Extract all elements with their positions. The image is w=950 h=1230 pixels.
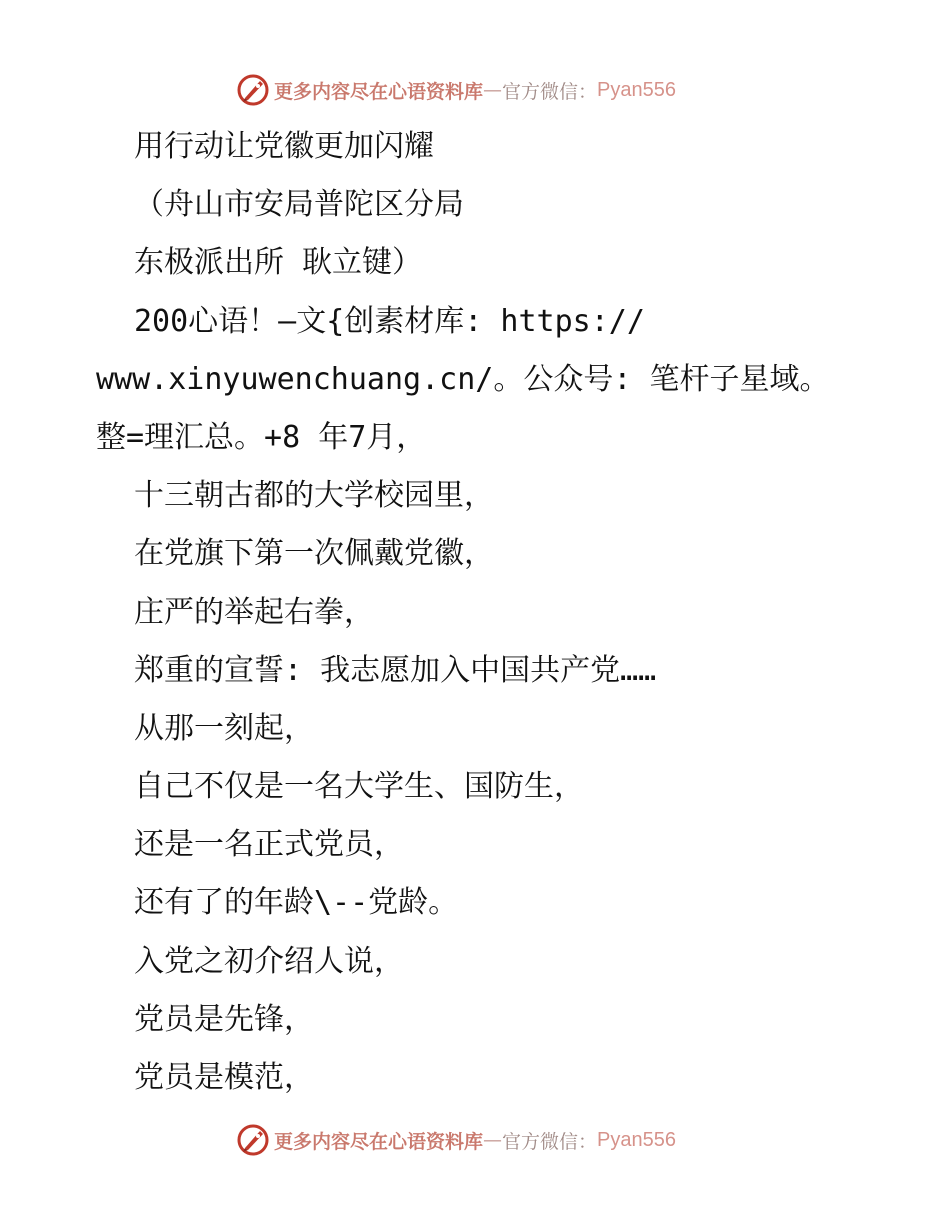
text-line: 党员是模范，	[134, 1060, 314, 1095]
banner-text: 更多内容尽在心语资料库	[274, 80, 484, 103]
body-text	[96, 118, 886, 1107]
text-line: 200心语！—文{创素材库: https://	[134, 303, 645, 339]
banner-wechat-label: 官方微信：	[502, 80, 598, 103]
text-line: 入党之初介绍人说，	[134, 943, 404, 979]
banner-wechat-id: Pyan556	[597, 1128, 676, 1151]
text-line: 在党旗下第一次佩戴党徽，	[134, 536, 494, 572]
text-line: 整=理汇总。+8 年7月，	[96, 419, 427, 455]
quill-pen-logo-icon	[236, 1123, 270, 1157]
text-line: 庄严的举起右拳，	[134, 594, 374, 630]
footer-banner	[236, 1122, 716, 1158]
text-line: 还是一名正式党员，	[134, 827, 404, 863]
text-line: 用行动让党徽更加闪耀	[134, 129, 434, 164]
text-line: 党员是先锋，	[134, 1001, 314, 1037]
banner-wechat-id: Pyan556	[597, 78, 676, 101]
quill-pen-logo-icon	[236, 73, 270, 107]
banner-wechat-label: 官方微信：	[502, 1130, 598, 1153]
text-line: 东极派出所 耿立键）	[134, 245, 423, 281]
text-line: 郑重的宣誓: 我志愿加入中国共产党……	[134, 652, 657, 688]
banner-text: 更多内容尽在心语资料库	[274, 1130, 484, 1153]
text-line: www.xinyuwenchuang.cn/。公众号: 笔杆子星域。	[96, 361, 830, 397]
text-line: 自己不仅是一名大学生、国防生，	[134, 769, 584, 805]
banner-dash: —	[483, 1129, 503, 1151]
text-line: 十三朝古都的大学校园里，	[134, 478, 494, 514]
header-banner	[236, 72, 716, 108]
text-line: 还有了的年龄\--党龄。	[134, 885, 459, 921]
text-line: 从那一刻起，	[134, 710, 314, 746]
banner-dash: —	[483, 79, 503, 101]
text-line: （舟山市安局普陀区分局	[134, 187, 464, 223]
